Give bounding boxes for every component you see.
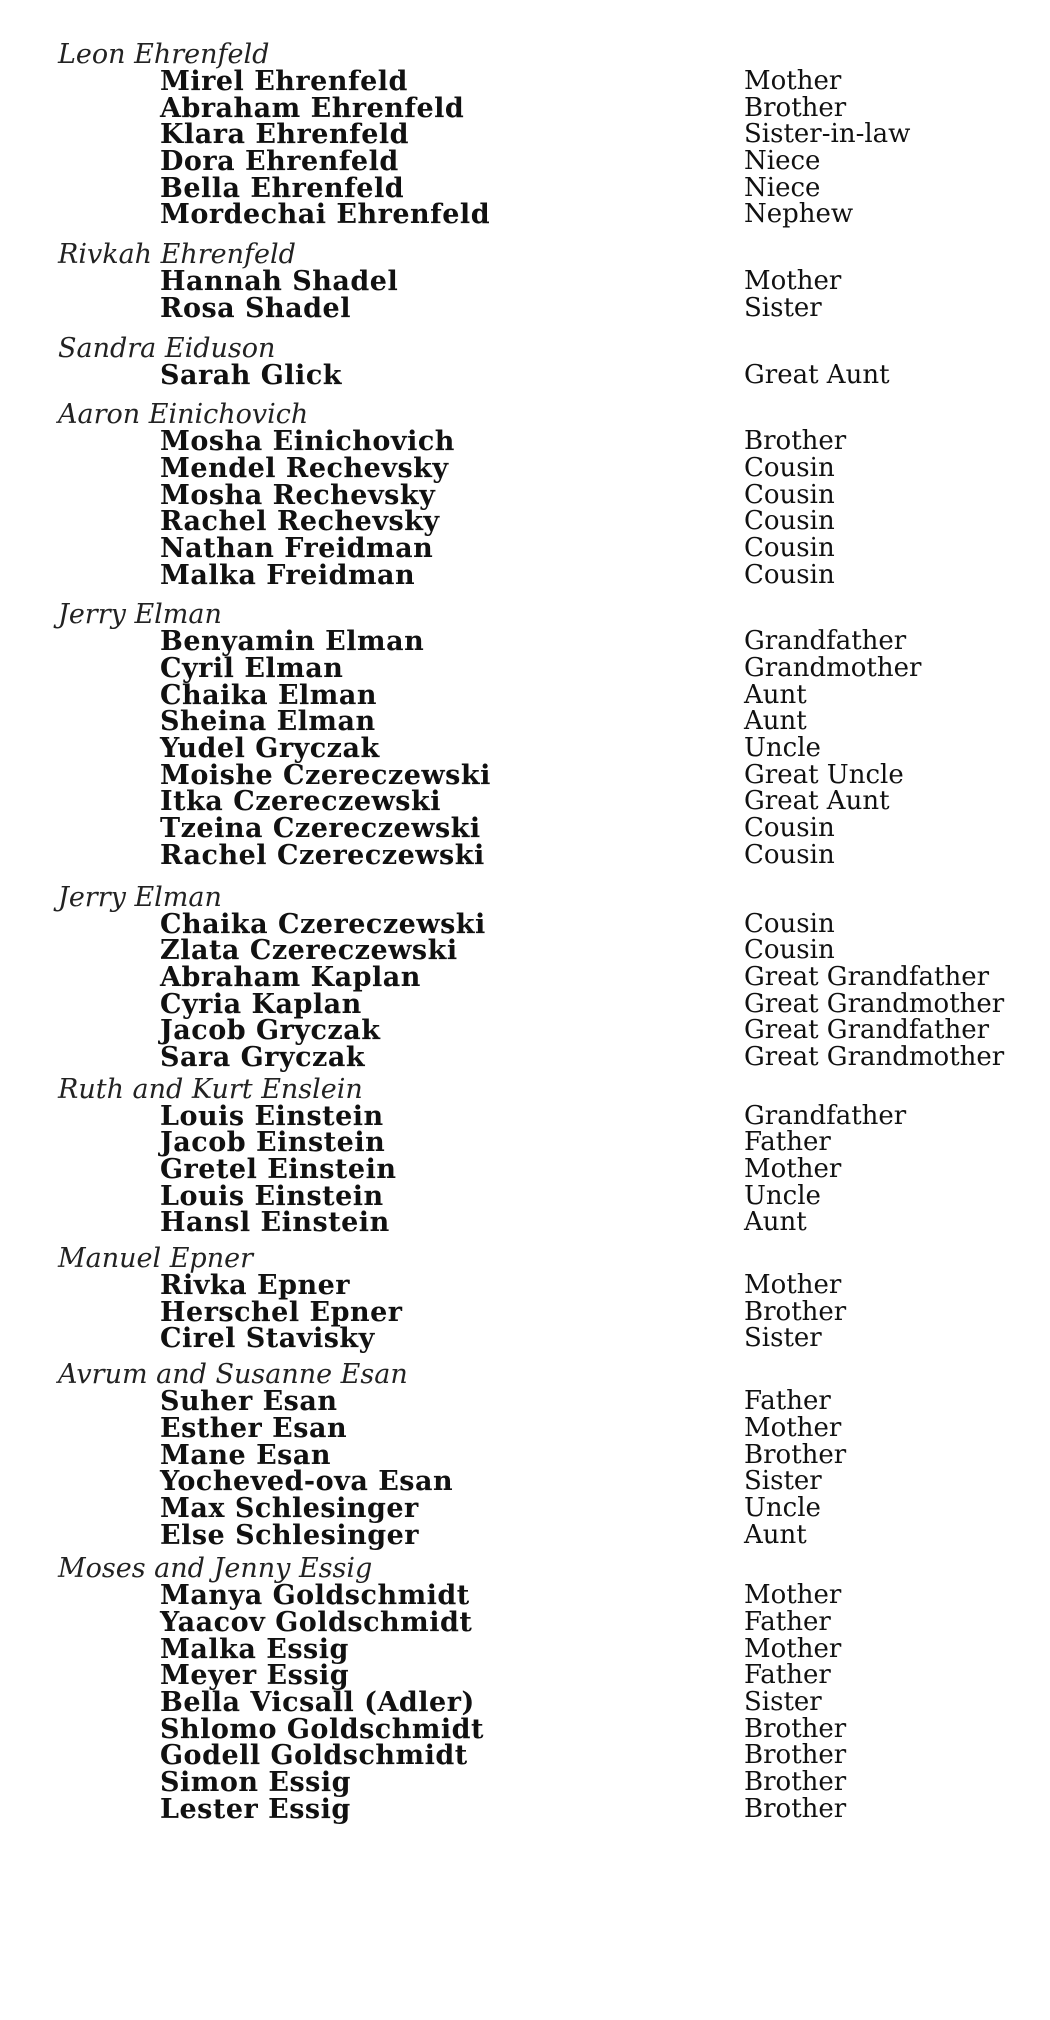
- memorial-entry: [0, 961, 1050, 993]
- relationship: Mother: [744, 266, 842, 297]
- memorialized-name: Benyamin Elman: [160, 626, 425, 658]
- memorialized-name: Mirel Ehrenfeld: [160, 66, 408, 97]
- relationship: Uncle: [744, 1180, 821, 1211]
- memorial-entry: [0, 1580, 1050, 1612]
- memorialized-name: Godell Goldschmidt: [160, 1740, 468, 1772]
- relationship: Grandfather: [744, 626, 907, 657]
- memorialized-name: Shlomo Goldschmidt: [160, 1713, 485, 1745]
- relationship: Brother: [744, 1296, 847, 1327]
- relationship: Sister: [744, 292, 822, 323]
- memorial-entry: [0, 1156, 1050, 1183]
- memorial-entry: [0, 1793, 1050, 1825]
- donor-name: Jerry Elman: [58, 599, 222, 631]
- memorial-entry: [0, 733, 1050, 765]
- relationship: Sister: [744, 1687, 822, 1717]
- memorialized-name: Cyria Kaplan: [160, 988, 362, 1020]
- memorialized-name: Mendel Rechevsky: [160, 452, 449, 484]
- memorialized-name: Lester Essig: [160, 1793, 351, 1825]
- memorial-entry: [0, 908, 1050, 940]
- memorial-entry: [0, 1323, 1050, 1355]
- memorialized-name: Mosha Einichovich: [160, 426, 455, 458]
- relationship: Great Uncle: [744, 759, 904, 790]
- relationship: Niece: [744, 146, 821, 177]
- memorial-entry: [0, 1015, 1050, 1047]
- relationship: Great Grandmother: [744, 1041, 1005, 1072]
- memorial-entry: [0, 1412, 1050, 1444]
- memorial-entry: [0, 1439, 1050, 1471]
- memorialized-name: Rachel Rechevsky: [160, 506, 440, 538]
- dedication-group: [0, 1359, 1050, 1551]
- memorialized-name: Hannah Shadel: [160, 266, 399, 298]
- donor-name: Moses and Jenny Essig: [58, 1553, 373, 1585]
- memorial-entry: [0, 988, 1050, 1020]
- memorial-entry: [0, 1180, 1050, 1212]
- donor-name: Sandra Eiduson: [58, 332, 276, 364]
- memorial-entry: [0, 452, 1050, 484]
- memorialized-name: Bella Ehrenfeld: [160, 172, 405, 204]
- memorialized-name: Dora Ehrenfeld: [160, 146, 399, 178]
- memorial-entry: [0, 839, 1050, 871]
- relationship: Cousin: [744, 559, 835, 590]
- relationship: Father: [744, 1660, 831, 1691]
- dedication-group: [0, 239, 1050, 324]
- relationship: Mother: [744, 1633, 842, 1664]
- relationship: Aunt: [744, 679, 807, 710]
- memorialized-name: Itka Czereczewski: [160, 786, 441, 818]
- relationship: Brother: [744, 1740, 847, 1771]
- memorialized-name: Tzeina Czereczewski: [160, 813, 481, 845]
- memorial-entry: [0, 68, 1050, 95]
- relationship: Mother: [744, 1412, 842, 1443]
- memorialized-name: Moishe Czereczewski: [160, 759, 491, 791]
- donor-name: Aaron Einichovich: [58, 399, 309, 431]
- relationship: Cousin: [744, 935, 835, 966]
- memorialized-name: Cyril Elman: [160, 653, 344, 684]
- memorialized-name: Herschel Epner: [160, 1296, 403, 1328]
- memorial-entry: [0, 1207, 1050, 1239]
- memorial-entry: [0, 559, 1050, 591]
- relationship: Sister: [744, 1466, 822, 1497]
- memorial-entry: [0, 935, 1050, 967]
- memorialized-name: Rosa Shadel: [160, 292, 351, 324]
- dedication-group: [0, 599, 1050, 871]
- memorialized-name: Yudel Gryczak: [160, 733, 380, 765]
- memorial-entry: [0, 1740, 1050, 1772]
- memorial-entry: [0, 655, 1050, 682]
- memorial-entry: [0, 266, 1050, 298]
- memorialized-name: Jacob Einstein: [160, 1127, 386, 1159]
- relationship: Cousin: [744, 452, 835, 483]
- memorial-entry: [0, 759, 1050, 791]
- donor-name: Avrum and Susanne Esan: [58, 1359, 408, 1391]
- memorial-entry: [0, 1713, 1050, 1745]
- memorialized-name: Gretel Einstein: [160, 1154, 397, 1185]
- memorial-entry: [0, 1386, 1050, 1418]
- memorial-entry: [0, 1270, 1050, 1302]
- memorialized-name: Abraham Ehrenfeld: [160, 92, 465, 124]
- donor-name: Leon Ehrenfeld: [58, 39, 270, 70]
- memorial-entry: [0, 813, 1050, 845]
- dedication-group: [0, 881, 1050, 1073]
- donor-name: Ruth and Kurt Enslein: [58, 1073, 363, 1105]
- memorialized-name: Chaika Elman: [160, 679, 378, 711]
- relationship: Great Aunt: [744, 359, 890, 390]
- memorialized-name: Klara Ehrenfeld: [160, 119, 410, 151]
- donor-name: Manuel Epner: [58, 1243, 253, 1275]
- dedication-group: [0, 39, 1050, 231]
- relationship: Sister-in-law: [744, 119, 911, 150]
- memorial-entry: [0, 1606, 1050, 1638]
- memorialized-name: Bella Vicsall (Adler): [160, 1687, 475, 1718]
- memorial-entry: [0, 506, 1050, 538]
- memorialized-name: Else Schlesinger: [160, 1519, 419, 1551]
- memorialized-name: Louis Einstein: [160, 1100, 384, 1132]
- memorial-entry: [0, 706, 1050, 738]
- relationship: Cousin: [744, 908, 835, 939]
- memorial-entry: [0, 199, 1050, 231]
- donor-name: Rivkah Ehrenfeld: [58, 239, 296, 271]
- memorialized-name: Malka Freidman: [160, 559, 416, 591]
- relationship: Uncle: [744, 733, 821, 764]
- relationship: Brother: [744, 426, 847, 457]
- dedication-group: [0, 399, 1050, 591]
- relationship: Uncle: [744, 1492, 821, 1523]
- memorialized-name: Esther Esan: [160, 1412, 348, 1444]
- relationship: Father: [744, 1386, 831, 1417]
- donor-name: Jerry Elman: [58, 881, 222, 913]
- relationship: Cousin: [744, 813, 835, 844]
- dedication-group: [0, 1243, 1050, 1355]
- memorialized-name: Manya Goldschmidt: [160, 1580, 470, 1612]
- relationship: Aunt: [744, 706, 807, 737]
- memorial-entry: [0, 1633, 1050, 1665]
- relationship: Cousin: [744, 479, 835, 510]
- memorialized-name: Sheina Elman: [160, 706, 376, 738]
- relationship: Niece: [744, 172, 821, 203]
- memorial-entry: [0, 1492, 1050, 1524]
- memorialized-name: Zlata Czereczewski: [160, 935, 458, 967]
- memorialized-name: Max Schlesinger: [160, 1492, 419, 1524]
- memorial-entry: [0, 1296, 1050, 1328]
- memorialized-name: Louis Einstein: [160, 1180, 384, 1212]
- memorialized-name: Cirel Stavisky: [160, 1323, 375, 1355]
- memorial-entry: [0, 786, 1050, 818]
- relationship: Great Grandfather: [744, 1015, 990, 1046]
- relationship: Mother: [744, 1270, 842, 1301]
- memorialized-name: Suher Esan: [160, 1386, 338, 1418]
- memorial-entry: [0, 1767, 1050, 1799]
- relationship: Great Aunt: [744, 786, 890, 817]
- memorialized-name: Jacob Gryczak: [160, 1015, 381, 1047]
- memorialized-name: Rivka Epner: [160, 1270, 350, 1302]
- relationship: Brother: [744, 1793, 847, 1824]
- memorialized-name: Malka Essig: [160, 1633, 349, 1665]
- relationship: Father: [744, 1606, 831, 1637]
- memorial-entry: [0, 92, 1050, 124]
- dedication-group: [0, 332, 1050, 391]
- memorialized-name: Yocheved-ova Esan: [160, 1466, 454, 1498]
- memorial-entry: [0, 292, 1050, 324]
- memorialized-name: Rachel Czereczewski: [160, 839, 485, 871]
- relationship: Aunt: [744, 1207, 807, 1238]
- relationship: Nephew: [744, 199, 854, 230]
- memorial-entry: [0, 359, 1050, 391]
- relationship: Great Grandfather: [744, 961, 990, 992]
- memorialized-name: Simon Essig: [160, 1767, 351, 1799]
- relationship: Mother: [744, 66, 842, 96]
- memorialized-name: Mosha Rechevsky: [160, 479, 436, 511]
- memorial-entry: [0, 1519, 1050, 1551]
- relationship: Mother: [744, 1154, 842, 1184]
- relationship: Mother: [744, 1580, 842, 1611]
- relationship: Aunt: [744, 1519, 807, 1550]
- memorial-entry: [0, 479, 1050, 511]
- relationship: Brother: [744, 1439, 847, 1470]
- memorialized-name: Meyer Essig: [160, 1660, 350, 1692]
- memorialized-name: Sarah Glick: [160, 359, 342, 391]
- memorialized-name: Nathan Freidman: [160, 532, 434, 564]
- memorial-list: [0, 39, 1050, 1825]
- dedication-group: [0, 1553, 1050, 1825]
- memorial-entry: [0, 119, 1050, 151]
- memorial-entry: [0, 532, 1050, 564]
- relationship: Sister: [744, 1323, 822, 1354]
- relationship: Cousin: [744, 506, 835, 537]
- memorialized-name: Abraham Kaplan: [160, 961, 421, 993]
- memorial-entry: [0, 1689, 1050, 1716]
- dedication-group: [0, 1073, 1050, 1239]
- memorial-entry: [0, 426, 1050, 458]
- memorialized-name: Sara Gryczak: [160, 1041, 366, 1073]
- relationship: Grandfather: [744, 1100, 907, 1131]
- relationship: Cousin: [744, 839, 835, 870]
- relationship: Father: [744, 1127, 831, 1158]
- relationship: Brother: [744, 1767, 847, 1798]
- relationship: Great Grandmother: [744, 988, 1005, 1019]
- memorial-entry: [0, 1127, 1050, 1159]
- memorial-entry: [0, 1041, 1050, 1073]
- memorial-entry: [0, 1660, 1050, 1692]
- memorial-entry: [0, 679, 1050, 711]
- relationship: Brother: [744, 92, 847, 123]
- relationship: Cousin: [744, 532, 835, 563]
- memorialized-name: Mane Esan: [160, 1439, 331, 1471]
- memorial-entry: [0, 1100, 1050, 1132]
- memorialized-name: Yaacov Goldschmidt: [160, 1606, 473, 1638]
- memorial-entry: [0, 146, 1050, 178]
- memorial-entry: [0, 626, 1050, 658]
- relationship: Brother: [744, 1713, 847, 1744]
- memorialized-name: Mordechai Ehrenfeld: [160, 199, 491, 231]
- relationship: Grandmother: [744, 653, 922, 683]
- memorial-entry: [0, 1466, 1050, 1498]
- memorial-entry: [0, 172, 1050, 204]
- memorialized-name: Chaika Czereczewski: [160, 908, 486, 940]
- memorialized-name: Hansl Einstein: [160, 1207, 390, 1239]
